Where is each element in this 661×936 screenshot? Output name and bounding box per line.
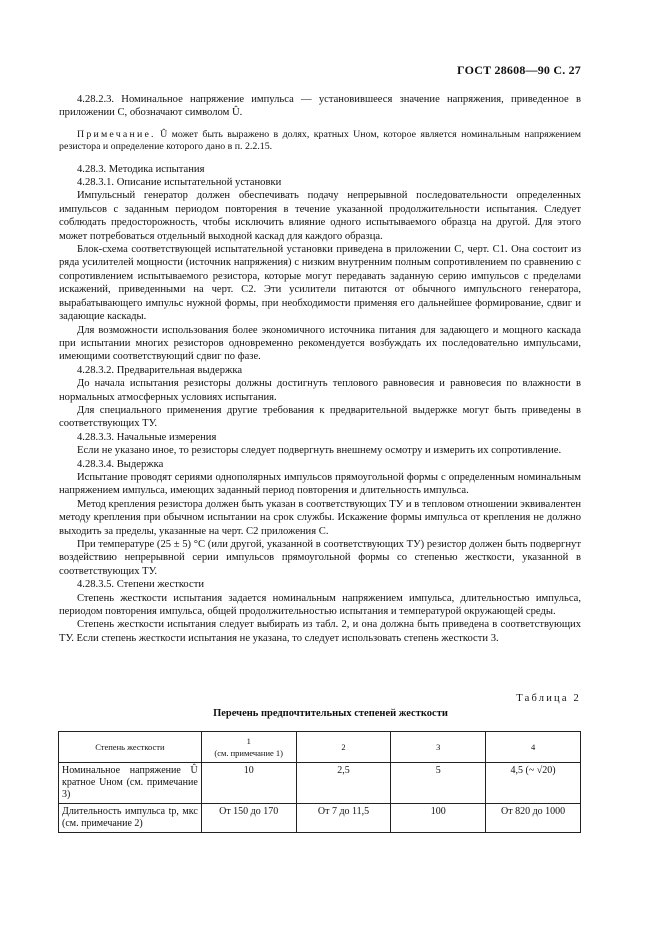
paragraph: До начала испытания резисторы должны достигнуть теплового равновесия и равновесия по влажности в нормальных атмосферных условиях испытания. [59, 378, 581, 403]
paragraph: Степень жесткости испытания следует выбирать из табл. 2, и она должна быть приведена в соответствующих ТУ. Если степень жесткости испытания не указана, то следует использовать степень жесткости 3. [59, 619, 581, 644]
paragraph: Испытание проводят сериями однополярных импульсов прямоугольной формы с определенным номинальным напряжением импульса, имеющих заданный период повторения и длительность импульса. [59, 471, 581, 497]
table-cell: От 7 до 11,5 [296, 804, 391, 833]
table-cell: 4,5 (~ √20) [486, 763, 581, 804]
heading-4-28-3-4: 4.28.3.4. Выдержка [77, 458, 164, 470]
table-cell: 10 [201, 763, 296, 804]
paragraph: Для возможности использования более экономичного источника питания для задающего и мощного каскада при испытании многих резисторов одновременно рекомендуется возбуждать их последовательно импульсами, имеющими соответствующий сдвиг по фазе. [59, 324, 581, 363]
paragraph: Степень жесткости испытания задается номинальным напряжением импульса, длительностью импульса, периодом повторения импульса, общей продолжительностью испытания и температурой окружающей среды. [59, 592, 581, 618]
note [59, 129, 581, 154]
table-cell: От 820 до 1000 [486, 804, 581, 833]
header-col-1-note: (см. примечание 1) [214, 748, 284, 758]
paragraph: При температуре (25 ± 5) °С (или другой, указанной в соответствующих ТУ) резистор должен быть подвергнут воздействию непрерывной серии импульсов прямоугольной формы со степенью жесткости, указанной в соответствующих ТУ. [59, 539, 581, 577]
heading-4-28-3-3: 4.28.3.3. Начальные измерения [77, 431, 217, 443]
note-text: Û может быть выражено в долях, кратных Uном, которое является номинальным напряжением резистора и определение которого дано в п. 2.2.15. [59, 128, 582, 153]
table-label: Таблица 2 [516, 693, 581, 704]
page-header: ГОСТ 28608—90 С. 27 [457, 63, 581, 77]
table-row [59, 804, 581, 833]
header-col-3: 3 [391, 732, 486, 763]
table-cell: 5 [391, 763, 486, 804]
header-col-1-num: 1 [246, 736, 251, 746]
heading-4-28-3-5: 4.28.3.5. Степени жесткости [77, 579, 204, 591]
table-cell: От 150 до 170 [201, 804, 296, 833]
paragraph: Импульсный генератор должен обеспечивать подачу непрерывной последовательности определенных импульсов с заданным периодом повторения в течение указанной продолжительности испытания. Следует соблюдать предосторожность, чтобы исключить влияние одного испытываемого образца на другой. Для этого может потребоваться отдельный выходной каскад для каждого образца. [59, 190, 581, 242]
table-title: Перечень предпочтительных степеней жесткости [213, 708, 448, 719]
table-row [59, 763, 581, 804]
heading-4-28-3-1: 4.28.3.1. Описание испытательной установки [77, 177, 282, 189]
heading-4-28-3: 4.28.3. Методика испытания [77, 163, 205, 175]
row-label: Длительность импульса tp, мкс (см. примечание 2) [59, 804, 202, 833]
paragraph: Для специального применения другие требования к предварительной выдержке могут быть приведены в соответствующих ТУ. [59, 404, 581, 430]
note-label: Примечание. [77, 128, 156, 140]
header-col-1 [201, 732, 296, 763]
table-header-row [59, 732, 581, 763]
section-4-28-2-3: 4.28.2.3. Номинальное напряжение импульса — установившееся значение напряжения, приведенное в приложении С, обозначают символом Û. [59, 94, 581, 119]
row-label: Номинальное напряжение Û кратное Uном (см. примечание 3) [59, 763, 202, 804]
header-col-2: 2 [296, 732, 391, 763]
paragraph: Если не указано иное, то резисторы следует подвергнуть внешнему осмотру и измерить их сопротивление. [77, 445, 562, 457]
document-body [59, 93, 581, 645]
table-cell: 100 [391, 804, 486, 833]
table-cell: 2,5 [296, 763, 391, 804]
header-severity: Степень жесткости [59, 732, 202, 763]
paragraph: Блок-схема соответствующей испытательной установки приведена в приложении С, черт. С1. Она состоит из ряда усилителей мощности (источник напряжения) с низким внутренним полным сопротивлением по сравнению с сопротивлением испытываемого резистора, которые могут передавать заданную серию импульсов с пределами искажений, приведенными на черт. С2. Эти усилители питаются от обычного импульсного генератора, вырабатывающего импульс нужной формы, при необходимости применяя его дальнейшее формирование, сдвиг и задающие каскады. [59, 244, 581, 323]
heading-4-28-3-2: 4.28.3.2. Предварительная выдержка [77, 364, 243, 376]
severity-table [58, 731, 581, 833]
paragraph: Метод крепления резистора должен быть указан в соответствующих ТУ и в тепловом отношении эквивалентен методу крепления при обычном испытании на срок службы. Искажение формы импульса от крепления не должно выходить за пределы, указанные на черт. С2 приложения С. [59, 498, 581, 537]
header-col-4: 4 [486, 732, 581, 763]
